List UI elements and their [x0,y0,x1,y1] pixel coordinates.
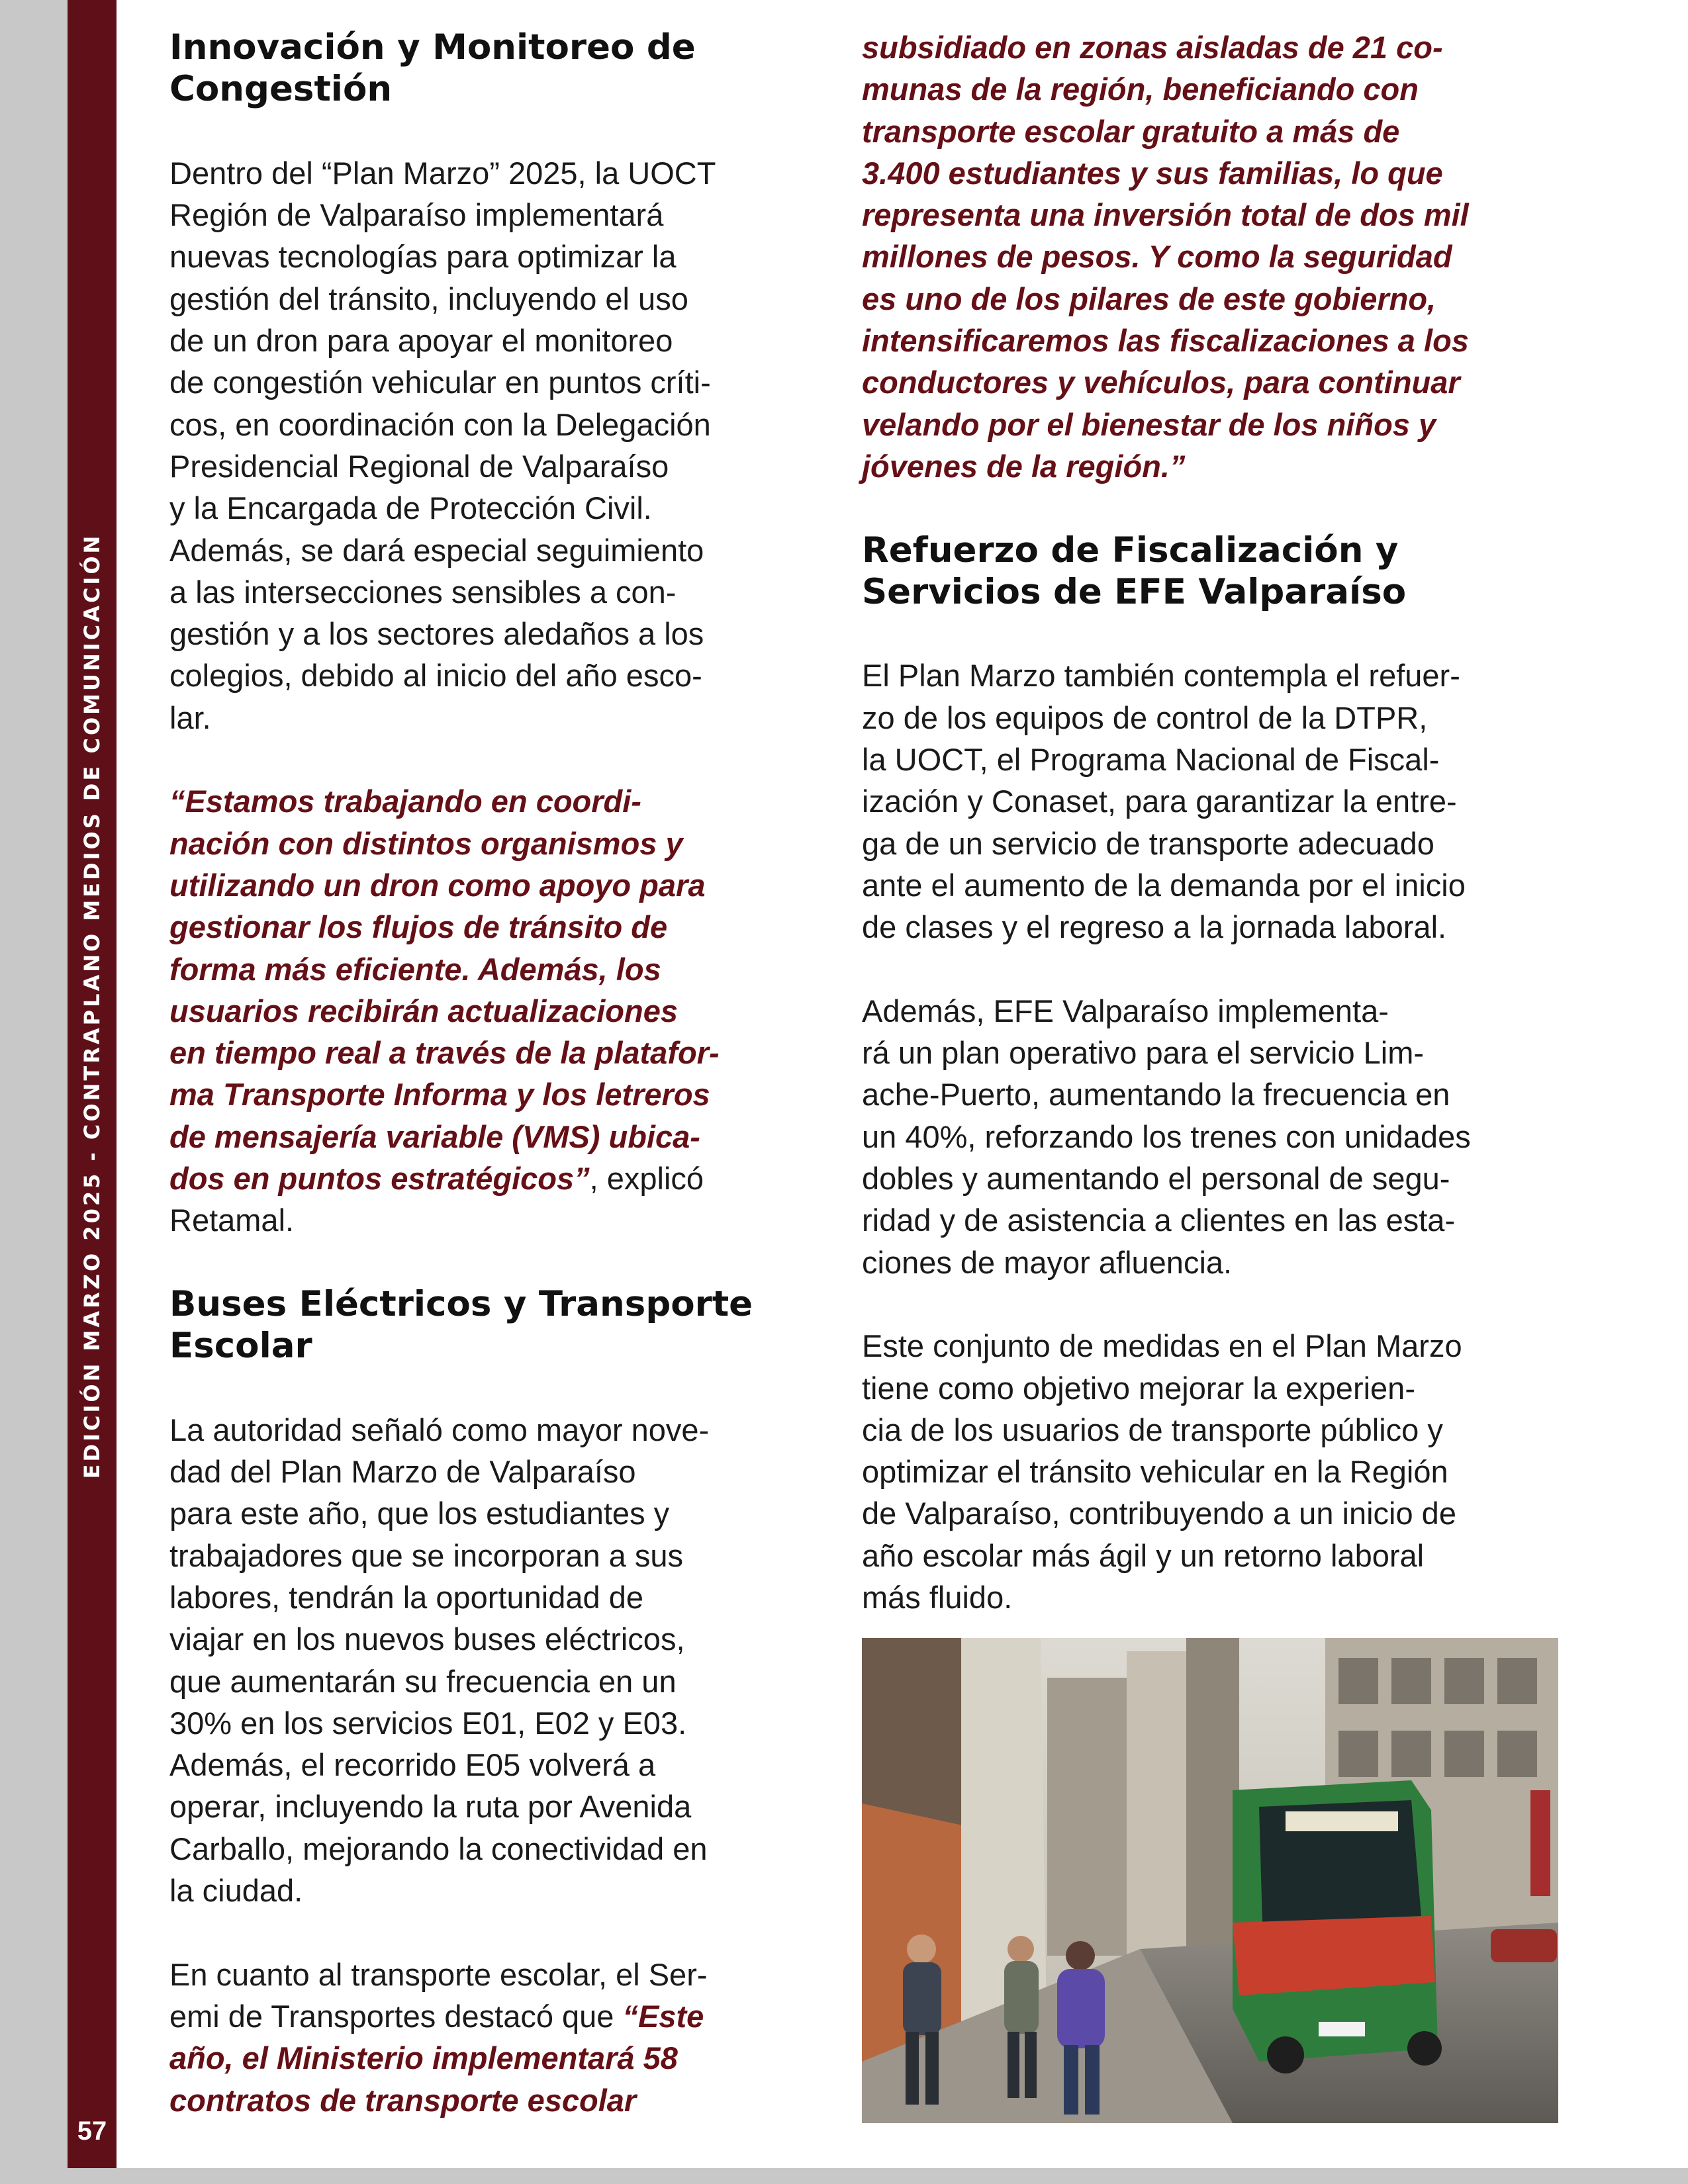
quote-line: velando por el bienestar de los niños y [862,406,1436,442]
text-line: de clases y el regreso a la jornada laboral. [862,909,1447,945]
text-line: ache-Puerto, aumentando la frecuencia en [862,1077,1450,1113]
distant-building [1127,1651,1186,1956]
quote-seremi-continued [862,26,1683,487]
bus-wheel [1407,2031,1442,2066]
photo-illustration [862,1638,1558,2123]
bus-route-sign [1286,1811,1398,1831]
paragraph-buses [169,1409,838,1912]
quote-line: millones de pesos. Y como la seguridad [862,239,1452,275]
text-line: rá un plan operativo para el servicio Lim- [862,1035,1425,1071]
text-line: ridad y de asistencia a clientes en las esta- [862,1203,1456,1238]
text-line: dad del Plan Marzo de Valparaíso [169,1454,636,1490]
text-line: labores, tendrán la oportunidad de [169,1579,643,1615]
quote-line: munas de la región, beneficiando con [862,71,1419,107]
heading-line: Refuerzo de Fiscalización y [862,529,1399,570]
window [1338,1658,1378,1704]
text-line: colegios, debido al inicio del año esco- [169,658,702,694]
text-line: cos, en coordinación con la Delegación [169,406,711,442]
text-fragment: emi de Transportes destacó que [169,1998,623,2034]
text-line: más fluido. [862,1579,1013,1615]
text-line: ga de un servicio de transporte adecuado [862,825,1434,861]
quote-line: conductores y vehículos, para continuar [862,365,1460,400]
heading-line: Servicios de EFE Valparaíso [862,571,1407,612]
heading-refuerzo-fiscalizacion [862,529,1683,614]
paragraph-quote-retamal [169,780,838,1241]
text-line: de congestión vehicular en puntos críti- [169,365,711,400]
text-line: que aumentarán su frecuencia en un [169,1663,677,1699]
bus-street-photo [862,1638,1558,2123]
quote-line: transporte escolar gratuito a más de [862,113,1400,149]
text-line: dobles y aumentando el personal de segu- [862,1161,1450,1197]
text-line: Además, EFE Valparaíso implementa- [862,993,1389,1028]
window [1497,1731,1537,1777]
text-line: cia de los usuarios de transporte público y [862,1412,1443,1447]
person-leg [1008,2032,1019,2098]
text-line: En cuanto al transporte escolar, el Ser- [169,1956,708,1992]
text-line: Retamal. [169,1203,295,1238]
attribution-fragment: , explicó [589,1161,704,1197]
page-number: 57 [77,2116,107,2146]
text-line: nuevas tecnologías para optimizar la [169,239,677,275]
heading-line: Buses Eléctricos y Transporte [169,1283,753,1324]
text-line: de un dron para apoyar el monitoreo [169,323,673,359]
quote-line: nación con distintos organismos y [169,825,683,861]
text-line: trabajadores que se incorporan a sus [169,1537,683,1573]
text-line: Este conjunto de medidas en el Plan Marzo [862,1328,1462,1364]
text-line: La autoridad señaló como mayor nove- [169,1412,710,1447]
text-line: viajar en los nuevos buses eléctricos, [169,1621,685,1657]
text-line: de Valparaíso, contribuyendo a un inicio de [862,1496,1456,1531]
text-line: El Plan Marzo también contempla el refuer- [862,658,1460,694]
text-line: tiene como objetivo mejorar la experien- [862,1370,1415,1406]
person-body [903,1962,941,2035]
text-line: operar, incluyendo la ruta por Avenida [169,1789,692,1825]
window [1497,1658,1537,1704]
text-line: la UOCT, el Programa Nacional de Fiscal- [862,742,1440,778]
quote-line: forma más eficiente. Además, los [169,951,661,987]
quote-line: representa una inversión total de dos mil [862,197,1469,233]
red-car [1491,1929,1557,1962]
text-line: zo de los equipos de control de la DTPR, [862,700,1428,735]
quote-line: en tiempo real a través de la platafor- [169,1035,720,1071]
quote-line-mixed [169,1158,838,1199]
person-head [1008,1936,1034,1962]
distant-building [1047,1678,1127,1956]
magazine-page [68,0,1688,2168]
person-head [907,1934,936,1964]
quote-line: gestionar los flujos de tránsito de [169,909,668,945]
left-column [169,26,838,2121]
text-line: ciones de mayor afluencia. [862,1244,1233,1280]
red-sign [1530,1790,1550,1896]
text-line-mixed [169,1995,838,2037]
heading-buses-electricos [169,1283,838,1367]
text-line: gestión del tránsito, incluyendo el uso [169,281,688,316]
person-body [1057,1969,1105,2048]
text-line: lar. [169,700,211,735]
text-line: ización y Conaset, para garantizar la entre- [862,784,1457,819]
text-line: optimizar el tránsito vehicular en la Región [862,1454,1448,1490]
text-line: un 40%, reforzando los trenes con unidades [862,1118,1471,1154]
person-leg [1064,2045,1078,2115]
window [1338,1731,1378,1777]
quote-line: jóvenes de la región.” [862,448,1186,484]
person-head [1066,1941,1095,1970]
quote-line: intensificaremos las fiscalizaciones a los [862,323,1469,359]
person-leg [1085,2045,1100,2115]
text-line: a las intersecciones sensibles a con- [169,574,677,610]
quote-line: es uno de los pilares de este gobierno, [862,281,1436,316]
quote-line: “Estamos trabajando en coordi- [169,784,641,819]
window [1391,1731,1431,1777]
quote-line: año, el Ministerio implementará 58 [169,2040,678,2076]
quote-line: subsidiado en zonas aisladas de 21 co- [862,30,1443,65]
paragraph-conclusion [862,1325,1683,1618]
window [1444,1731,1484,1777]
quote-line: ma Transporte Informa y los letreros [169,1077,710,1113]
heading-innovacion [169,26,838,111]
heading-line: Innovación y Monitoreo de [169,27,696,68]
side-bar [68,0,117,2168]
paragraph-refuerzo [862,655,1683,948]
text-line: gestión y a los sectores aledaños a los [169,616,704,652]
text-line: Dentro del “Plan Marzo” 2025, la UOCT [169,155,716,191]
text-line: la ciudad. [169,1873,303,1909]
quote-line: 3.400 estudiantes y sus familias, lo que [862,155,1443,191]
quote-line: utilizando un dron como apoyo para [169,867,706,903]
quote-fragment: “Este [622,1998,704,2034]
person-leg [1025,2032,1037,2098]
right-column [862,26,1683,1618]
text-line: Presidencial Regional de Valparaíso [169,448,669,484]
paragraph-plan-marzo [169,152,838,739]
bus-wheel [1267,2036,1304,2073]
text-line: para este año, que los estudiantes y [169,1496,670,1531]
window [1444,1658,1484,1704]
person-body [1004,1961,1039,2034]
edition-label: EDICIÓN MARZO 2025 - CONTRAPLANO MEDIOS DE COMUNICACIÓN [79,533,105,1479]
person-leg [906,2032,919,2105]
quote-line: usuarios recibirán actualizaciones [169,993,678,1028]
text-line: 30% en los servicios E01, E02 y E03. [169,1705,687,1741]
quote-line: de mensajería variable (VMS) ubica- [169,1118,700,1154]
text-line: Además, se dará especial seguimiento [169,532,704,568]
bus [1233,1780,1442,2073]
quote-fragment: dos en puntos estratégicos” [169,1161,590,1197]
person-leg [925,2032,939,2105]
bus-red-stripe [1233,1916,1435,1995]
distant-building [1186,1638,1239,1956]
text-line: ante el aumento de la demanda por el inicio [862,867,1466,903]
quote-line: contratos de transporte escolar [169,2082,637,2118]
window [1391,1658,1431,1704]
text-line: año escolar más ágil y un retorno laboral [862,1537,1425,1573]
text-line: y la Encargada de Protección Civil. [169,490,652,526]
license-plate [1319,2022,1365,2036]
text-line: Carballo, mejorando la conectividad en [169,1831,708,1866]
heading-line: Congestión [169,69,393,110]
paragraph-transporte-escolar [169,1954,838,2121]
paragraph-efe [862,990,1683,1283]
text-line: Región de Valparaíso implementará [169,197,664,233]
text-line: Además, el recorrido E05 volverá a [169,1747,656,1783]
heading-line: Escolar [169,1326,312,1367]
